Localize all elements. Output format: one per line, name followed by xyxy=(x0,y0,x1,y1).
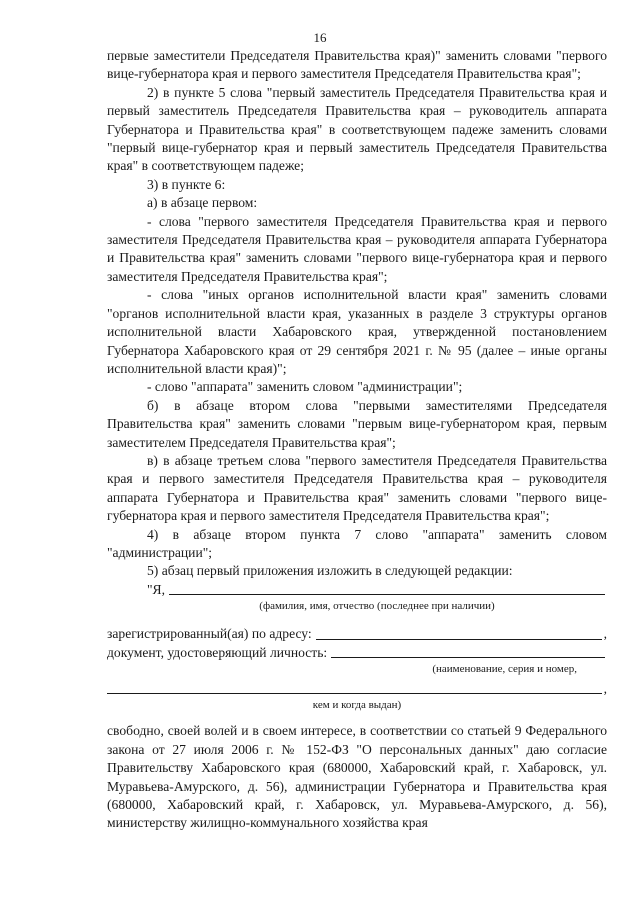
address-comma: , xyxy=(603,626,607,642)
issued-caption: кем и когда выдан) xyxy=(312,699,402,712)
paragraph-2: 2) в пункте 5 слова "первый заместитель Председателя Правительства края и первый заместитель Председателя Правительства края – руководитель аппарата Губернатора и Правительства края" в соответствующем падеже заменить словами "первый вице-губернатор края и первый заместитель Председателя Правительства края" в соответствующем падеже; xyxy=(107,84,607,174)
document-blank-line xyxy=(331,656,605,658)
document-body xyxy=(107,47,607,833)
issued-row xyxy=(107,680,607,698)
address-label: зарегистрированный(ая) по адресу: xyxy=(107,626,312,642)
fio-caption: (фамилия, имя, отчество (последнее при наличии) xyxy=(259,600,495,613)
ya-label: "Я, xyxy=(147,581,166,597)
paragraph-8: б) в абзаце втором слова "первыми заместителями Председателя Правительства края" заменить словами "первым вице-губернатором края, первым заместителем Председателя Правительства края"; xyxy=(107,397,607,450)
fio-blank-line xyxy=(169,593,605,595)
address-row xyxy=(107,625,607,643)
paragraph-11: 5) абзац первый приложения изложить в следующей редакции: xyxy=(147,563,513,579)
paragraph-1: первые заместители Председателя Правительства края)" заменить словами "первого вице-губернатора края и первого заместителя Председателя Правительства края"; xyxy=(107,48,607,82)
paragraph-6: - слова "иных органов исполнительной власти края" заменить словами "органов исполнительной власти края, указанных в разделе 3 структуры органов исполнительной власти Хабаровского края, утвержденной постановлением Губернатора Хабаровского края от 29 сентября 2021 г. № 95 (далее – иные органы исполнительной власти края)"; xyxy=(107,287,607,376)
paragraph-7: - слово "аппарата" заменить словом "администрации"; xyxy=(147,379,463,395)
paragraph-9: в) в абзаце третьем слова "первого заместителя Председателя Правительства края и первого заместителя Председателя Правительства края – руководителя аппарата Губернатора и Правительства края" заменить словами "первого вице-губернатора края и первого заместителя Председателя Правительства края"; xyxy=(107,452,607,524)
address-blank-line xyxy=(316,638,602,640)
fio-row xyxy=(107,581,607,599)
paragraph-5: - слова "первого заместителя Председателя Правительства края и первого заместителя Председателя Правительства края – руководителя аппарата Губернатора и Правительства края" заменить словами "первого вице-губернатора края и первого заместителя Председателя Правительства края"; xyxy=(107,213,607,284)
page-number: 16 xyxy=(313,30,327,45)
document-row xyxy=(107,644,607,662)
paragraph-3: 3) в пункте 6: xyxy=(147,176,226,192)
document-label: документ, удостоверяющий личность: xyxy=(107,644,328,660)
paragraph-4: а) в абзаце первом: xyxy=(147,195,258,211)
issued-blank-line xyxy=(107,692,602,694)
document-caption: (наименование, серия и номер, xyxy=(432,662,577,675)
paragraph-10: 4) в абзаце втором пункта 7 слово "аппарата" заменить словом "администрации"; xyxy=(107,526,607,560)
consent-paragraph: свободно, своей волей и в своем интересе, в соответствии со статьей 9 Федерального закона от 27 июля 2006 г. № 152-ФЗ "О персональных данных" даю согласие Правительству Хабаровского края (680000, Хабаровский край, г. Хабаровск, ул. Муравьева-Амурского, д. 56), администрации Губернатора и Правительства края (680000, Хабаровский край, г. Хабаровск, ул. Муравьева-Амурского, д. 56), министерству жилищно-коммунального хозяйства края xyxy=(107,723,607,831)
issued-comma: , xyxy=(603,680,607,696)
